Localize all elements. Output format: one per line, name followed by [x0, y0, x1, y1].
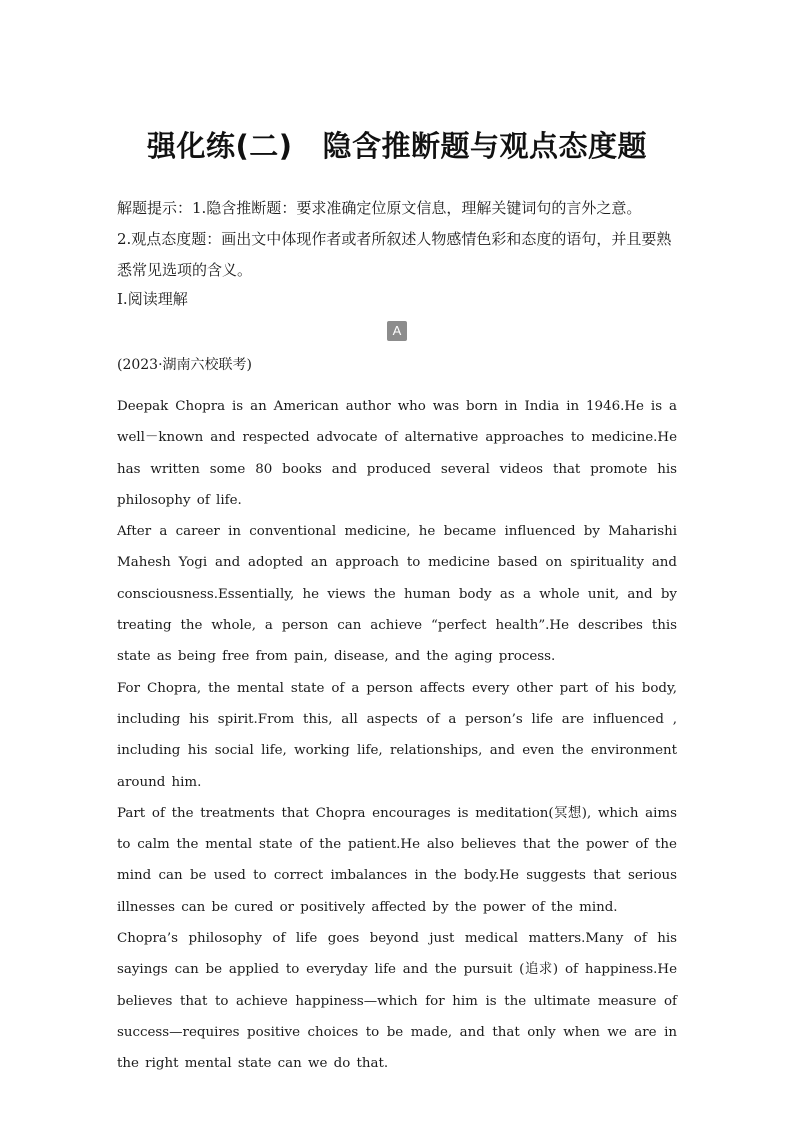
section-heading: Ⅰ.阅读理解	[117, 290, 188, 308]
paragraph: After a career in conventional medicine, he became influenced by Maharishi Mahesh Yogi and adopted an approach to medicine based on spirituality and consciousness.Essentially, he views the human body as a whole unit, and by treating the whole, a person can achieve “perfect health”.He describes this state as being free from pain, disease, and the aging process.	[117, 524, 677, 665]
tip-attitude: 2.观点态度题：画出文中体现作者或者所叙述人物感情色彩和态度的语句，并且要熟悉常见选项的含义。	[117, 230, 672, 279]
paragraph: Chopra’s philosophy of life goes beyond just medical matters.Many of his sayings can be applied to everyday life and the pursuit (追求) of happiness.He believes that to achieve happiness—which for him is the ultimate measure of success—requires positive choices to be made, and that only when we are in the right mental state can we do that.	[117, 931, 677, 1072]
passage-body	[117, 391, 677, 1080]
passage-label-badge: A	[387, 321, 407, 341]
solving-tips	[117, 193, 682, 286]
passage-source: (2023·湖南六校联考)	[117, 357, 253, 373]
title-sub: 隐含推断题与观点态度题	[322, 129, 648, 163]
tip-inference: 解题提示：1.隐含推断题：要求准确定位原文信息，理解关键词句的言外之意。	[117, 199, 642, 217]
page-title	[0, 124, 794, 165]
title-main: 强化练(二)	[146, 129, 293, 163]
paragraph: Deepak Chopra is an American author who was born in India in 1946.He is a well－known and respected advocate of alternative approaches to medicine.He has written some 80 books and produced several videos that promote his philosophy of life.	[117, 399, 677, 508]
paragraph: Part of the treatments that Chopra encourages is meditation(冥想), which aims to calm the mental state of the patient.He also believes that the power of the mind can be used to correct imbalances in the body.He suggests that serious illnesses can be cured or positively affected by the power of the mind.	[117, 805, 677, 915]
paragraph: For Chopra, the mental state of a person affects every other part of his body, including his spirit.From this, all aspects of a person’s life are influenced , including his social life, working life, relationships, and even the environment around him.	[117, 680, 677, 790]
